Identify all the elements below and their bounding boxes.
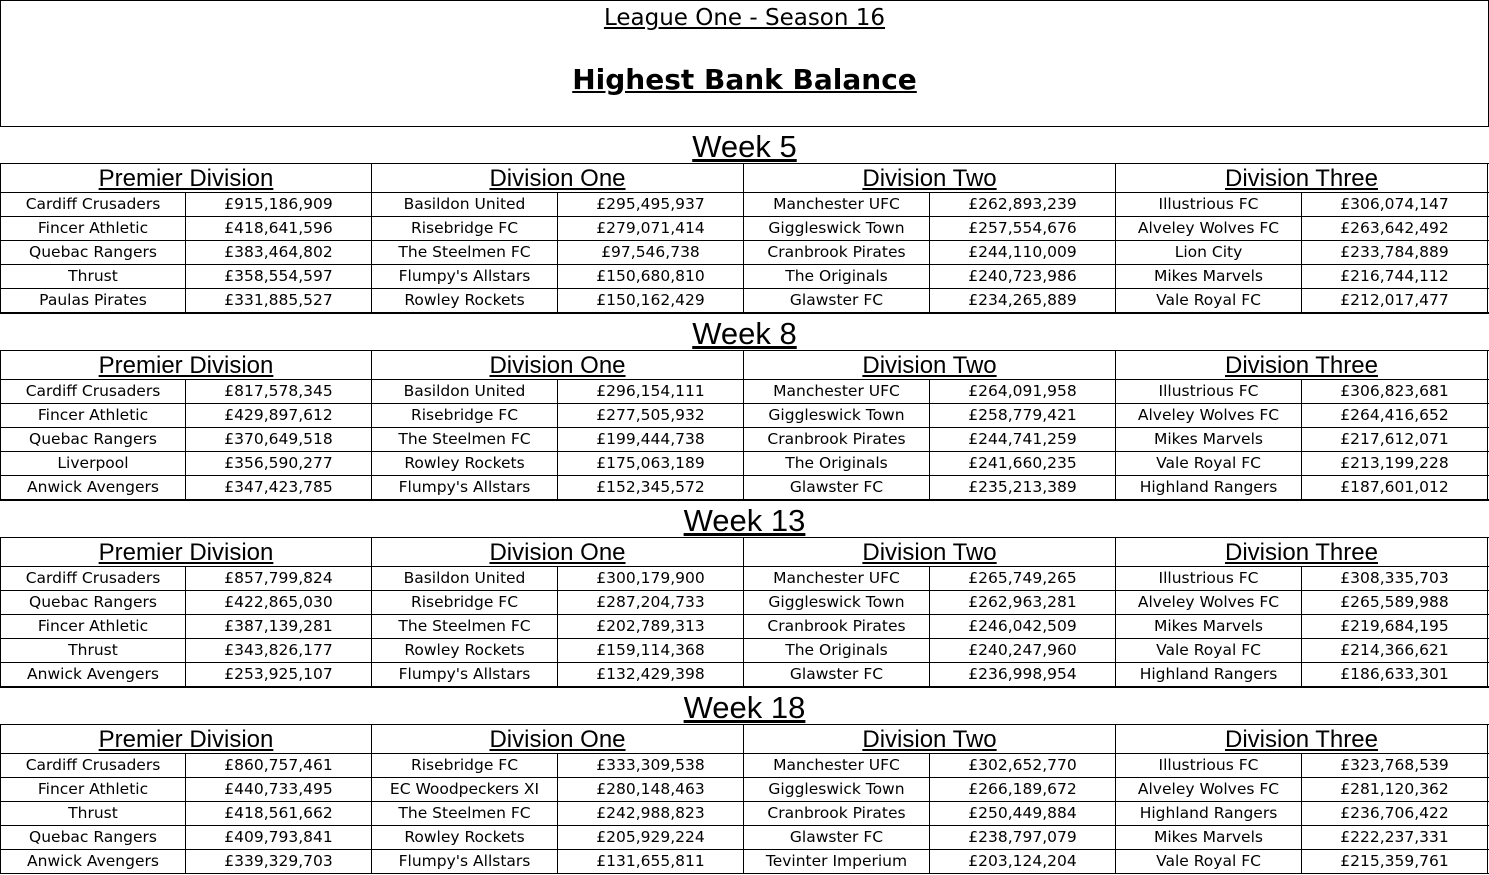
team-name-cell: Cranbrook Pirates (744, 615, 930, 638)
team-name-cell: Risebridge FC (372, 754, 558, 777)
team-name-cell: Cardiff Crusaders (0, 380, 186, 403)
bank-balance-cell: £205,929,224 (558, 826, 744, 849)
bank-balance-cell: £159,114,368 (558, 639, 744, 662)
bank-balance-cell: £258,779,421 (930, 404, 1116, 427)
bank-balance-cell: £202,789,313 (558, 615, 744, 638)
bank-balance-cell: £264,416,652 (1302, 404, 1488, 427)
bank-balance-cell: £306,074,147 (1302, 193, 1488, 216)
week-section (0, 126, 1489, 313)
bank-balance-cell: £387,139,281 (186, 615, 372, 638)
bank-balance-cell: £257,554,676 (930, 217, 1116, 240)
team-name-cell: Glawster FC (744, 289, 930, 312)
team-name-cell: The Originals (744, 452, 930, 475)
team-name-cell: Cardiff Crusaders (0, 193, 186, 216)
team-name-cell: Flumpy's Allstars (372, 265, 558, 288)
team-name-cell: Rowley Rockets (372, 826, 558, 849)
table-row (0, 217, 1489, 241)
bank-balance-cell: £215,359,761 (1302, 850, 1488, 873)
team-name-cell: Mikes Marvels (1116, 615, 1302, 638)
bank-balance-cell: £302,652,770 (930, 754, 1116, 777)
bank-balance-cell: £216,744,112 (1302, 265, 1488, 288)
bank-balance-cell: £347,423,785 (186, 476, 372, 499)
division-header: Premier Division (0, 351, 372, 379)
team-name-cell: Thrust (0, 265, 186, 288)
bank-balance-cell: £131,655,811 (558, 850, 744, 873)
team-name-cell: Mikes Marvels (1116, 265, 1302, 288)
bank-balance-cell: £915,186,909 (186, 193, 372, 216)
bank-balance-cell: £296,154,111 (558, 380, 744, 403)
team-name-cell: The Steelmen FC (372, 802, 558, 825)
table-row (0, 289, 1489, 313)
division-header-row (0, 351, 1489, 380)
table-row (0, 754, 1489, 778)
bank-balance-cell: £279,071,414 (558, 217, 744, 240)
team-name-cell: The Originals (744, 265, 930, 288)
team-name-cell: Vale Royal FC (1116, 639, 1302, 662)
team-name-cell: Rowley Rockets (372, 452, 558, 475)
bank-balance-cell: £240,247,960 (930, 639, 1116, 662)
bank-balance-cell: £241,660,235 (930, 452, 1116, 475)
bank-balance-cell: £236,706,422 (1302, 802, 1488, 825)
table-row (0, 428, 1489, 452)
bank-balance-cell: £262,963,281 (930, 591, 1116, 614)
team-name-cell: Rowley Rockets (372, 639, 558, 662)
team-name-cell: Giggleswick Town (744, 404, 930, 427)
team-name-cell: Quebac Rangers (0, 241, 186, 264)
bank-balance-cell: £418,641,596 (186, 217, 372, 240)
table-row (0, 850, 1489, 874)
team-name-cell: Glawster FC (744, 663, 930, 686)
bank-balance-cell: £418,561,662 (186, 802, 372, 825)
team-name-cell: The Steelmen FC (372, 428, 558, 451)
team-name-cell: The Steelmen FC (372, 615, 558, 638)
bank-balance-cell: £281,120,362 (1302, 778, 1488, 801)
team-name-cell: Tevinter Imperium (744, 850, 930, 873)
bank-balance-cell: £214,366,621 (1302, 639, 1488, 662)
division-header-row (0, 725, 1489, 754)
team-name-cell: Quebac Rangers (0, 826, 186, 849)
table-row (0, 802, 1489, 826)
bank-balance-cell: £440,733,495 (186, 778, 372, 801)
bank-balance-cell: £331,885,527 (186, 289, 372, 312)
team-name-cell: Anwick Avengers (0, 663, 186, 686)
team-name-cell: Fincer Athletic (0, 778, 186, 801)
bank-balance-cell: £244,741,259 (930, 428, 1116, 451)
bank-balance-cell: £246,042,509 (930, 615, 1116, 638)
table-row (0, 567, 1489, 591)
division-header: Division One (372, 538, 744, 566)
table-row (0, 826, 1489, 850)
bank-balance-cell: £187,601,012 (1302, 476, 1488, 499)
team-name-cell: Flumpy's Allstars (372, 663, 558, 686)
bank-balance-cell: £263,642,492 (1302, 217, 1488, 240)
team-name-cell: Quebac Rangers (0, 428, 186, 451)
team-name-cell: Glawster FC (744, 476, 930, 499)
bank-balance-cell: £356,590,277 (186, 452, 372, 475)
division-header: Division Two (744, 538, 1116, 566)
division-header: Premier Division (0, 538, 372, 566)
bank-balance-cell: £370,649,518 (186, 428, 372, 451)
bank-balance-cell: £236,998,954 (930, 663, 1116, 686)
team-name-cell: Alveley Wolves FC (1116, 404, 1302, 427)
division-header: Division Three (1116, 725, 1488, 753)
team-name-cell: Basildon United (372, 380, 558, 403)
team-name-cell: Flumpy's Allstars (372, 476, 558, 499)
bank-balance-cell: £280,148,463 (558, 778, 744, 801)
team-name-cell: Illustrious FC (1116, 380, 1302, 403)
bank-balance-cell: £333,309,538 (558, 754, 744, 777)
division-header-row (0, 164, 1489, 193)
division-header: Premier Division (0, 164, 372, 192)
table-row (0, 639, 1489, 663)
team-name-cell: Thrust (0, 639, 186, 662)
division-header: Division One (372, 351, 744, 379)
table-row (0, 193, 1489, 217)
team-name-cell: Basildon United (372, 193, 558, 216)
team-name-cell: Risebridge FC (372, 591, 558, 614)
team-name-cell: Manchester UFC (744, 380, 930, 403)
team-name-cell: Rowley Rockets (372, 289, 558, 312)
bank-balance-cell: £265,749,265 (930, 567, 1116, 590)
team-name-cell: EC Woodpeckers XI (372, 778, 558, 801)
bank-balance-cell: £287,204,733 (558, 591, 744, 614)
week-title: Week 8 (0, 314, 1489, 351)
team-name-cell: Manchester UFC (744, 193, 930, 216)
division-header: Division Two (744, 351, 1116, 379)
team-name-cell: Mikes Marvels (1116, 826, 1302, 849)
bank-balance-cell: £238,797,079 (930, 826, 1116, 849)
bank-balance-cell: £132,429,398 (558, 663, 744, 686)
team-name-cell: Alveley Wolves FC (1116, 217, 1302, 240)
team-name-cell: Fincer Athletic (0, 217, 186, 240)
table-row (0, 615, 1489, 639)
division-header: Premier Division (0, 725, 372, 753)
bank-balance-cell: £250,449,884 (930, 802, 1116, 825)
division-header: Division Three (1116, 164, 1488, 192)
bank-balance-cell: £266,189,672 (930, 778, 1116, 801)
bank-balance-cell: £422,865,030 (186, 591, 372, 614)
table-row (0, 476, 1489, 500)
team-name-cell: The Originals (744, 639, 930, 662)
bank-balance-cell: £409,793,841 (186, 826, 372, 849)
team-name-cell: Liverpool (0, 452, 186, 475)
bank-balance-cell: £339,329,703 (186, 850, 372, 873)
team-name-cell: Fincer Athletic (0, 404, 186, 427)
team-name-cell: Cranbrook Pirates (744, 241, 930, 264)
team-name-cell: Mikes Marvels (1116, 428, 1302, 451)
team-name-cell: Vale Royal FC (1116, 452, 1302, 475)
bank-balance-cell: £240,723,986 (930, 265, 1116, 288)
league-title: League One - Season 16 (603, 5, 886, 31)
bank-balance-cell: £242,988,823 (558, 802, 744, 825)
bank-balance-cell: £219,684,195 (1302, 615, 1488, 638)
bank-balance-cell: £383,464,802 (186, 241, 372, 264)
bank-balance-cell: £306,823,681 (1302, 380, 1488, 403)
team-name-cell: Highland Rangers (1116, 476, 1302, 499)
team-name-cell: Highland Rangers (1116, 663, 1302, 686)
table-row (0, 663, 1489, 687)
bank-balance-cell: £222,237,331 (1302, 826, 1488, 849)
team-name-cell: Basildon United (372, 567, 558, 590)
bank-balance-cell: £152,345,572 (558, 476, 744, 499)
team-name-cell: The Steelmen FC (372, 241, 558, 264)
team-name-cell: Illustrious FC (1116, 754, 1302, 777)
table-row (0, 591, 1489, 615)
bank-balance-cell: £234,265,889 (930, 289, 1116, 312)
table-row (0, 404, 1489, 428)
bank-balance-cell: £212,017,477 (1302, 289, 1488, 312)
bank-balance-cell: £817,578,345 (186, 380, 372, 403)
bank-balance-cell: £277,505,932 (558, 404, 744, 427)
bank-balance-cell: £217,612,071 (1302, 428, 1488, 451)
bank-balance-cell: £150,162,429 (558, 289, 744, 312)
bank-balance-cell: £300,179,900 (558, 567, 744, 590)
team-name-cell: Giggleswick Town (744, 591, 930, 614)
team-name-cell: Illustrious FC (1116, 193, 1302, 216)
bank-balance-cell: £343,826,177 (186, 639, 372, 662)
table-row (0, 778, 1489, 802)
division-header: Division Two (744, 164, 1116, 192)
week-title: Week 18 (0, 688, 1489, 725)
bank-balance-cell: £97,546,738 (558, 241, 744, 264)
week-title: Week 5 (0, 127, 1489, 164)
bank-balance-cell: £860,757,461 (186, 754, 372, 777)
bank-balance-cell: £323,768,539 (1302, 754, 1488, 777)
team-name-cell: Alveley Wolves FC (1116, 778, 1302, 801)
bank-balance-cell: £253,925,107 (186, 663, 372, 686)
division-header-row (0, 538, 1489, 567)
bank-balance-cell: £203,124,204 (930, 850, 1116, 873)
bank-balance-cell: £265,589,988 (1302, 591, 1488, 614)
bank-balance-cell: £150,680,810 (558, 265, 744, 288)
team-name-cell: Illustrious FC (1116, 567, 1302, 590)
team-name-cell: Giggleswick Town (744, 217, 930, 240)
bank-balance-cell: £186,633,301 (1302, 663, 1488, 686)
division-header: Division Three (1116, 351, 1488, 379)
bank-balance-cell: £857,799,824 (186, 567, 372, 590)
bank-balance-cell: £264,091,958 (930, 380, 1116, 403)
bank-balance-cell: £262,893,239 (930, 193, 1116, 216)
week-section (0, 687, 1489, 874)
team-name-cell: Flumpy's Allstars (372, 850, 558, 873)
bank-balance-cell: £308,335,703 (1302, 567, 1488, 590)
week-section (0, 313, 1489, 500)
team-name-cell: Giggleswick Town (744, 778, 930, 801)
team-name-cell: Quebac Rangers (0, 591, 186, 614)
team-name-cell: Glawster FC (744, 826, 930, 849)
bank-balance-cell: £358,554,597 (186, 265, 372, 288)
team-name-cell: Fincer Athletic (0, 615, 186, 638)
team-name-cell: Risebridge FC (372, 217, 558, 240)
bank-balance-cell: £175,063,189 (558, 452, 744, 475)
division-header: Division One (372, 164, 744, 192)
team-name-cell: Paulas Pirates (0, 289, 186, 312)
team-name-cell: Risebridge FC (372, 404, 558, 427)
bank-balance-cell: £235,213,389 (930, 476, 1116, 499)
division-header: Division Two (744, 725, 1116, 753)
team-name-cell: Lion City (1116, 241, 1302, 264)
bank-balance-cell: £244,110,009 (930, 241, 1116, 264)
bank-balance-cell: £199,444,738 (558, 428, 744, 451)
week-title: Week 13 (0, 501, 1489, 538)
team-name-cell: Thrust (0, 802, 186, 825)
division-header: Division Three (1116, 538, 1488, 566)
team-name-cell: Anwick Avengers (0, 850, 186, 873)
team-name-cell: Alveley Wolves FC (1116, 591, 1302, 614)
table-row (0, 452, 1489, 476)
team-name-cell: Anwick Avengers (0, 476, 186, 499)
team-name-cell: Vale Royal FC (1116, 289, 1302, 312)
bank-balance-cell: £213,199,228 (1302, 452, 1488, 475)
table-row (0, 241, 1489, 265)
bank-balance-cell: £295,495,937 (558, 193, 744, 216)
team-name-cell: Cardiff Crusaders (0, 567, 186, 590)
team-name-cell: Highland Rangers (1116, 802, 1302, 825)
table-row (0, 265, 1489, 289)
team-name-cell: Cranbrook Pirates (744, 428, 930, 451)
week-section (0, 500, 1489, 687)
team-name-cell: Cardiff Crusaders (0, 754, 186, 777)
report-title: Highest Bank Balance (572, 63, 917, 96)
team-name-cell: Manchester UFC (744, 567, 930, 590)
table-row (0, 380, 1489, 404)
team-name-cell: Vale Royal FC (1116, 850, 1302, 873)
team-name-cell: Cranbrook Pirates (744, 802, 930, 825)
team-name-cell: Manchester UFC (744, 754, 930, 777)
bank-balance-cell: £233,784,889 (1302, 241, 1488, 264)
bank-balance-cell: £429,897,612 (186, 404, 372, 427)
division-header: Division One (372, 725, 744, 753)
